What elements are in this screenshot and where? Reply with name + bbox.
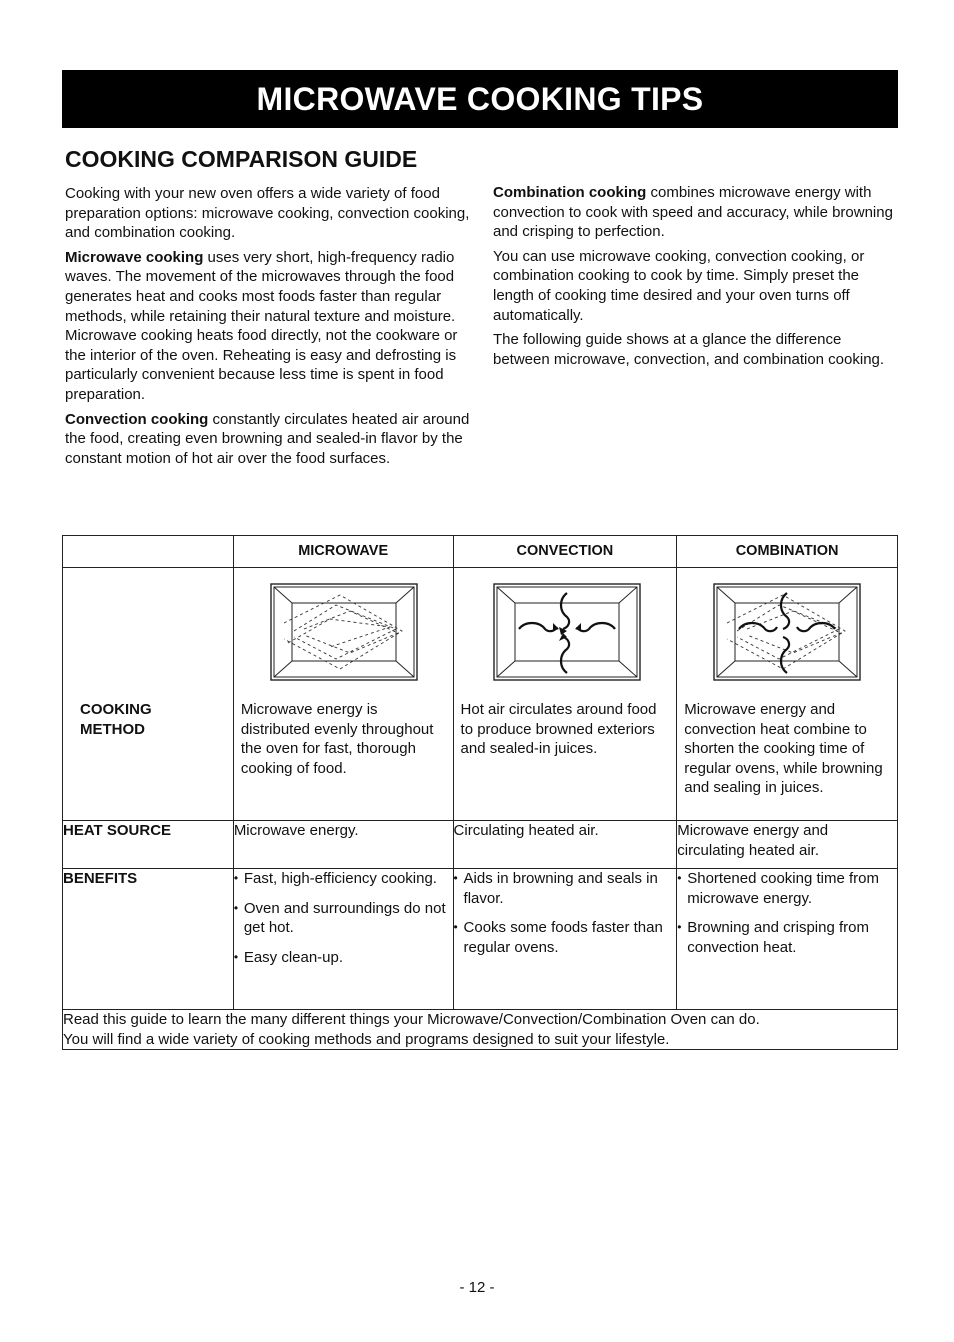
- table-footnote: [63, 1010, 898, 1050]
- method-text-microwave: Microwave energy is distributed evenly throughout the oven for fast, thorough cooking of food.: [240, 701, 434, 777]
- cell-method-microwave: [233, 568, 453, 821]
- heat-source-convection: Circulating heated air.: [453, 821, 677, 869]
- list-item: • Oven and surroundings do not get hot.: [234, 899, 453, 938]
- benefits-list-combination: [677, 869, 897, 957]
- list-item: • Aids in browning and seals in flavor.: [454, 869, 677, 908]
- benefits-convection: [453, 869, 677, 1010]
- row-cooking-method: [63, 568, 898, 821]
- paragraph-text: uses very short, high-frequency radio waves. The movement of the microwaves through the food generates heat and cooks most foods faster than regular methods, while retaining their natural texture and moisture. Microwave cooking heats food directly, not the cookware or the interior of the oven. Reheating is easy and defrosting is particularly convenient because less time is spent in food preparation.: [65, 248, 458, 403]
- paragraph-text: combines microwave energy with convection to cook with speed and accuracy, while browning and crisping to perfection.: [493, 184, 893, 241]
- header-empty: [63, 536, 234, 568]
- row-heat-source: [63, 821, 898, 869]
- label-benefits: BENEFITS: [63, 869, 234, 1010]
- intro-right-column: [493, 183, 898, 374]
- intro-paragraph-5: You can use microwave cooking, convection cooking, or combination cooking to cook by time. Simply preset the length of cooking time desired and your oven turns off automatically.: [493, 247, 865, 324]
- page-number: - 12 -: [459, 1279, 495, 1296]
- term-combination-cooking: Combination cooking: [493, 184, 647, 201]
- convection-oven-icon: [493, 583, 641, 681]
- benefits-combination: [677, 869, 898, 1010]
- comparison-table: [62, 535, 898, 1050]
- intro-paragraph-1: Cooking with your new oven offers a wide variety of food preparation options: microwave cooking, convection cooking, and combination cooking.: [65, 185, 470, 242]
- benefits-microwave: [233, 869, 453, 1010]
- benefits-list-convection: [454, 869, 677, 957]
- label-cooking-method: [63, 568, 234, 821]
- header-convection: CONVECTION: [453, 536, 677, 568]
- label-line: METHOD: [80, 720, 145, 738]
- list-item: • Fast, high-efficiency cooking.: [234, 869, 453, 889]
- combination-oven-icon: [713, 583, 861, 681]
- method-text-combination: Microwave energy and convection heat combine to shorten the cooking time of regular ovens, while browning and sealing in juices.: [684, 701, 883, 797]
- term-microwave-cooking: Microwave cooking: [65, 248, 204, 266]
- heat-source-combination: Microwave energy and circulating heated air.: [677, 821, 898, 869]
- row-footnote: [63, 1010, 898, 1050]
- footnote-line: Read this guide to learn the many different things your Microwave/Convection/Combination Oven can do.: [63, 1011, 760, 1028]
- page-banner: [62, 70, 898, 128]
- banner-title: MICROWAVE COOKING TIPS: [256, 80, 704, 117]
- label-line: COOKING: [80, 701, 152, 718]
- list-item: • Browning and crisping from convection heat.: [677, 918, 897, 957]
- heat-source-microwave: Microwave energy.: [233, 821, 453, 869]
- list-item: • Cooks some foods faster than regular ovens.: [454, 918, 677, 957]
- paragraph-text: constantly circulates heated air around the food, creating even browning and sealed-in flavor by the constant motion of hot air over the food surfaces.: [65, 410, 470, 467]
- intro-paragraph-4: [493, 183, 898, 242]
- method-text-convection: Hot air circulates around food to produce browned exteriors and sealed-in juices.: [460, 701, 657, 758]
- footnote-line: You will find a wide variety of cooking methods and programs designed to suit your lifestyle.: [63, 1030, 670, 1048]
- list-item: • Shortened cooking time from microwave energy.: [677, 869, 897, 908]
- intro-paragraph-2: [65, 248, 475, 405]
- header-microwave: MICROWAVE: [233, 536, 453, 568]
- section-title: COOKING COMPARISON GUIDE: [65, 146, 418, 172]
- benefits-list-microwave: [234, 869, 453, 967]
- header-combination: COMBINATION: [677, 536, 898, 568]
- intro-paragraph-6: The following guide shows at a glance the difference between microwave, convection, and combination cooking.: [493, 331, 885, 368]
- convection-diagram: [454, 568, 677, 700]
- term-convection-cooking: Convection cooking: [65, 410, 209, 428]
- row-benefits: [63, 869, 898, 1010]
- cell-method-convection: [453, 568, 677, 821]
- cell-method-combination: [677, 568, 898, 821]
- list-item: • Easy clean-up.: [234, 948, 453, 968]
- combination-diagram: [677, 568, 897, 700]
- microwave-diagram: [234, 568, 453, 700]
- table-header-row: [63, 536, 898, 568]
- microwave-oven-icon: [270, 583, 418, 681]
- label-heat-source: HEAT SOURCE: [63, 821, 234, 869]
- intro-paragraph-3: [65, 410, 475, 469]
- intro-left-column: [65, 184, 475, 473]
